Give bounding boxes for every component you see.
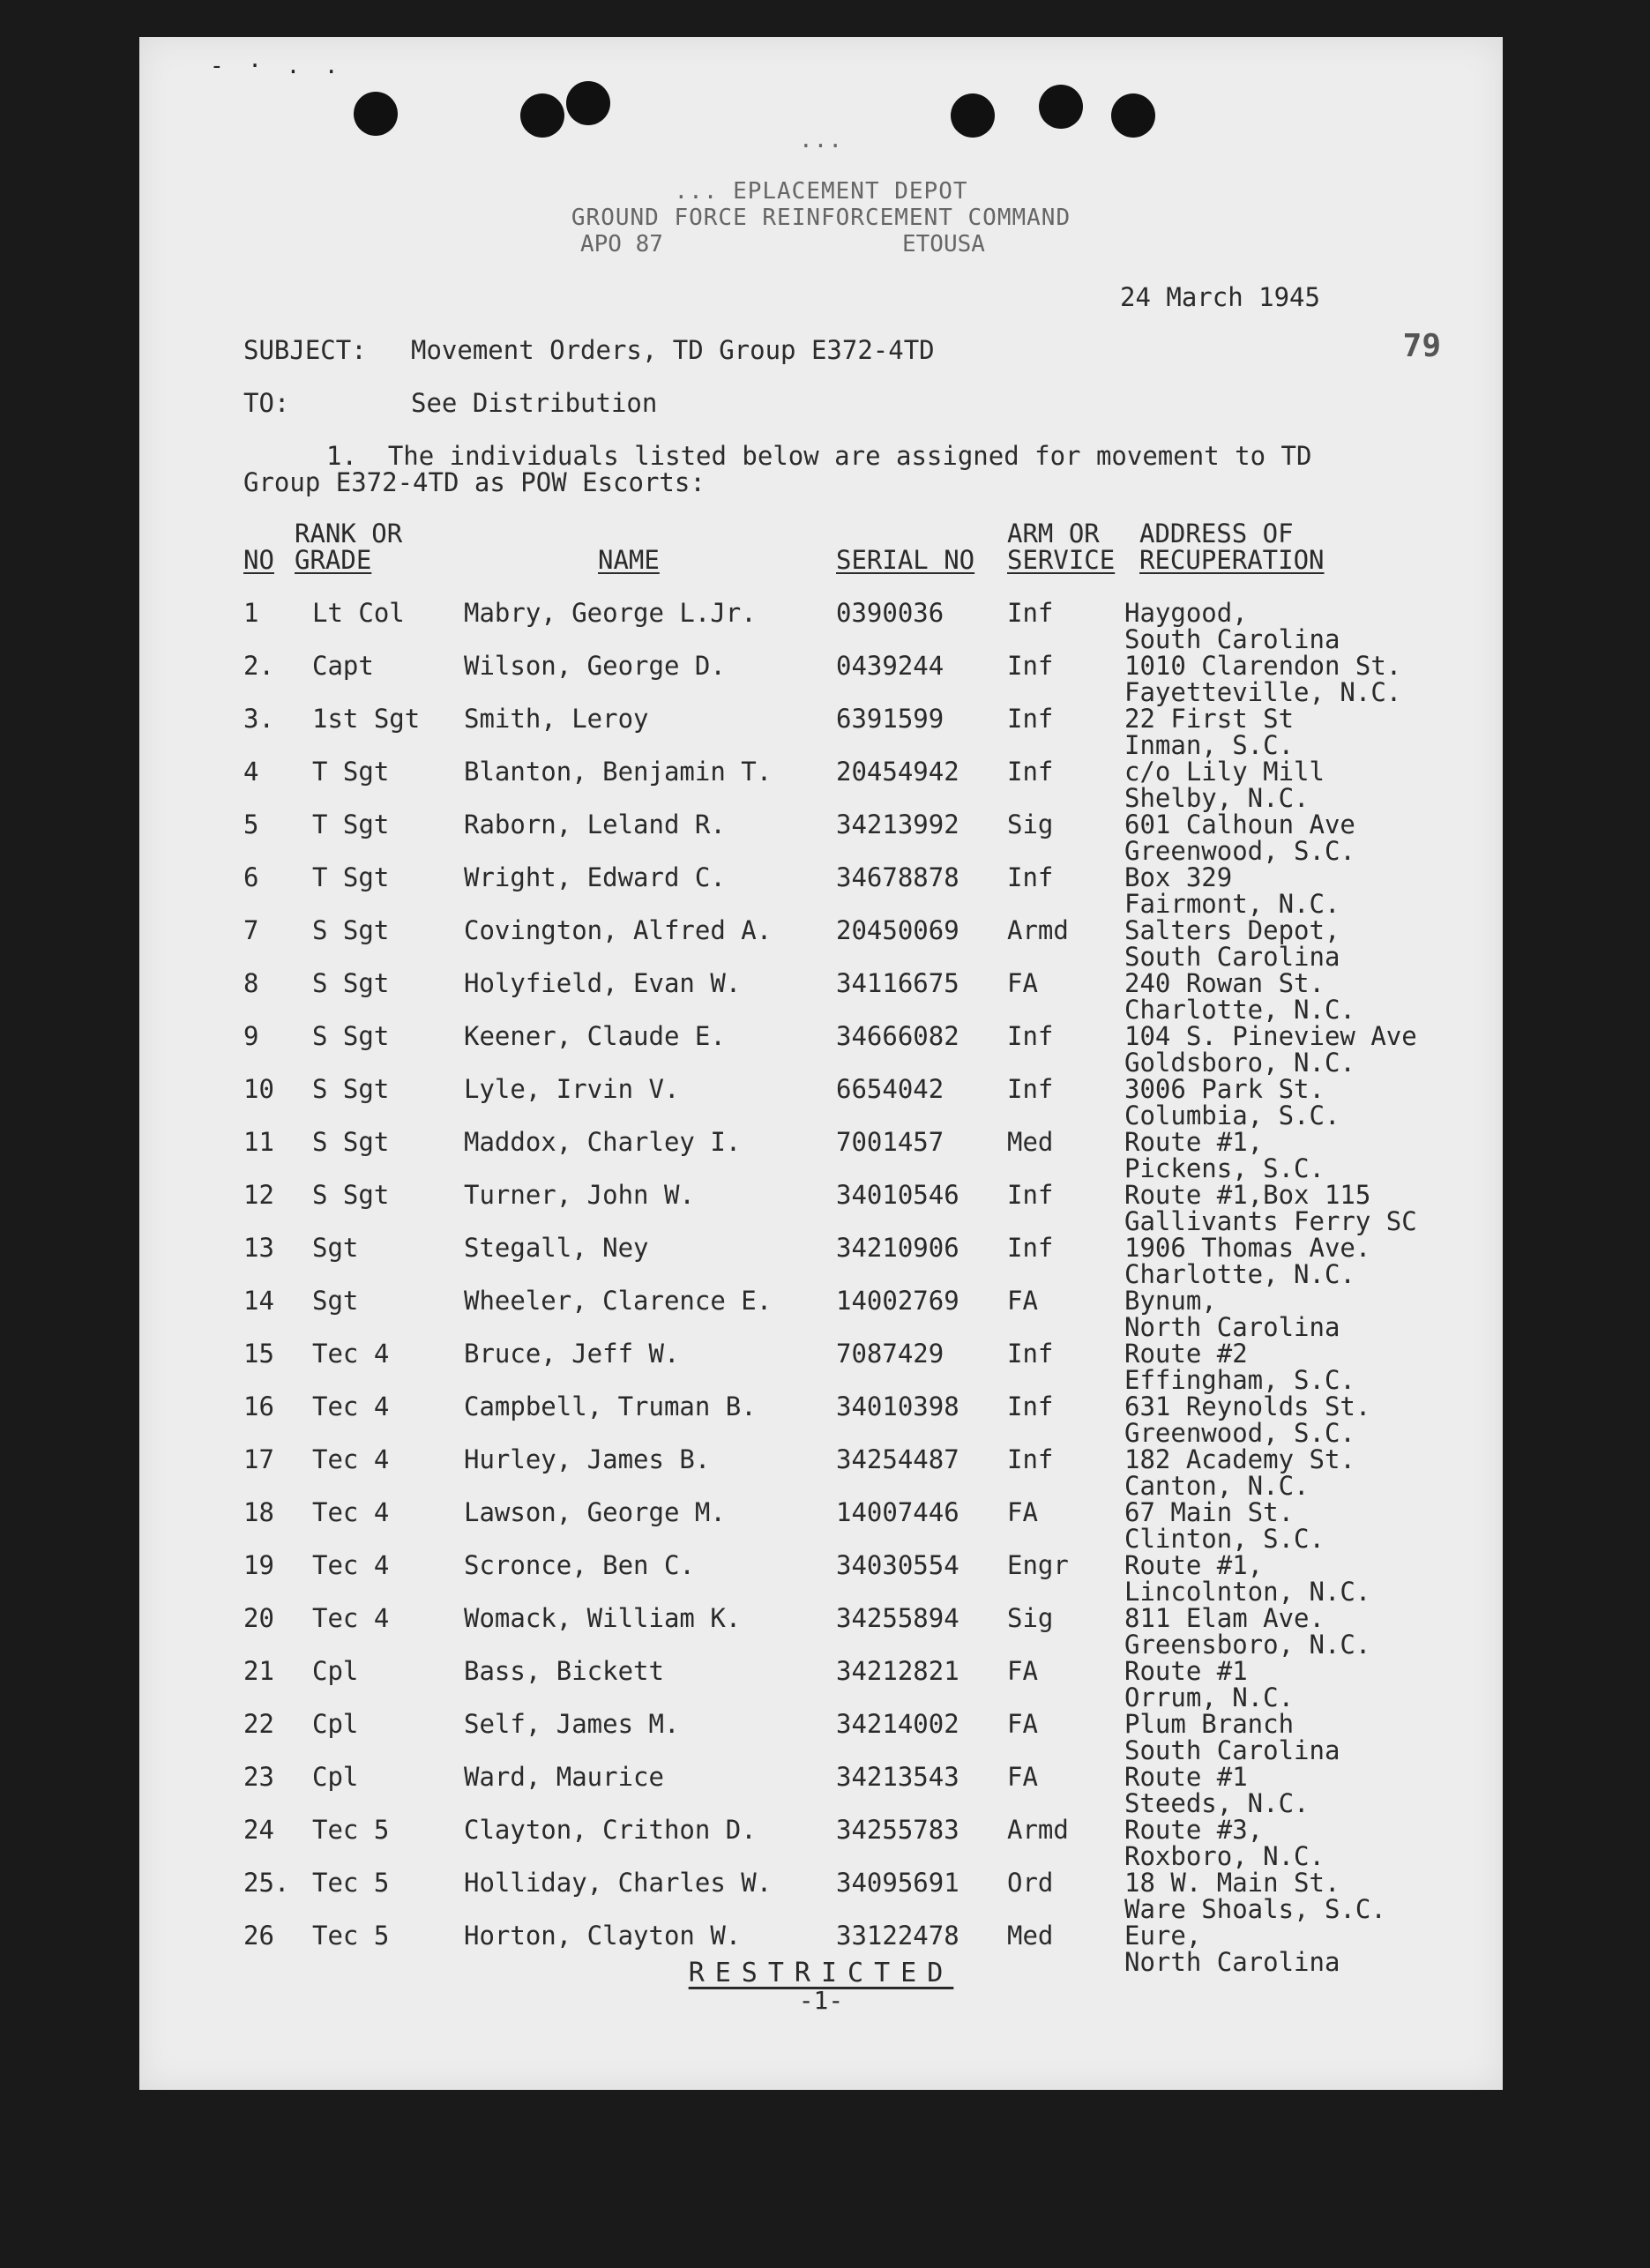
row-serial: 6654042 xyxy=(836,1074,944,1104)
row-arm: Inf xyxy=(1007,1180,1054,1210)
row-number: 24 xyxy=(243,1815,274,1845)
row-address-line-1: Salters Depot, xyxy=(1124,915,1340,945)
row-serial: 6391599 xyxy=(836,704,944,734)
row-address-line-2: Fairmont, N.C. xyxy=(1124,889,1340,919)
table-row xyxy=(139,1552,1503,1605)
row-address-line-1: Box 329 xyxy=(1124,862,1233,892)
row-name: Turner, John W. xyxy=(464,1180,695,1210)
row-address-line-1: 104 S. Pineview Ave xyxy=(1124,1021,1417,1051)
row-number: 3. xyxy=(243,704,274,734)
restricted-footer: RESTRICTED xyxy=(688,1958,954,1988)
row-name: Lawson, George M. xyxy=(464,1497,726,1527)
row-address-line-1: 811 Elam Ave. xyxy=(1124,1603,1325,1633)
row-address-line-1: 182 Academy St. xyxy=(1124,1444,1355,1474)
table-row xyxy=(139,970,1503,1023)
row-address-line-1: Route #3, xyxy=(1124,1815,1264,1845)
row-name: Mabry, George L.Jr. xyxy=(464,598,757,628)
row-number: 8 xyxy=(243,968,259,998)
column-arm-line-2: SERVICE xyxy=(1007,545,1116,575)
row-arm: Inf xyxy=(1007,1074,1054,1104)
row-number: 5 xyxy=(243,809,259,839)
row-number: 14 xyxy=(243,1286,274,1316)
row-name: Wheeler, Clarence E. xyxy=(464,1286,773,1316)
row-address-line-2: Effingham, S.C. xyxy=(1124,1365,1355,1395)
row-serial: 34210906 xyxy=(836,1233,959,1263)
row-arm: Med xyxy=(1007,1127,1054,1157)
table-row xyxy=(139,1711,1503,1764)
column-address-line-1: ADDRESS OF xyxy=(1139,519,1294,548)
row-number: 1 xyxy=(243,598,259,628)
row-address-line-2: Lincolnton, N.C. xyxy=(1124,1577,1371,1607)
row-serial: 34010546 xyxy=(836,1180,959,1210)
punch-hole-icon xyxy=(566,81,610,125)
row-arm: Inf xyxy=(1007,862,1054,892)
row-address-line-2: Greenwood, S.C. xyxy=(1124,836,1355,866)
row-number: 16 xyxy=(243,1391,274,1421)
row-arm: Inf xyxy=(1007,1444,1054,1474)
table-row xyxy=(139,758,1503,811)
row-address-line-2: Charlotte, N.C. xyxy=(1124,995,1355,1025)
row-arm: Inf xyxy=(1007,704,1054,734)
row-address-line-2: South Carolina xyxy=(1124,942,1340,972)
header-line-2: GROUND FORCE REINFORCEMENT COMMAND xyxy=(571,205,1071,231)
row-number: 19 xyxy=(243,1550,274,1580)
punch-hole-icon xyxy=(1039,85,1083,129)
row-number: 6 xyxy=(243,862,259,892)
row-serial: 34212821 xyxy=(836,1656,959,1686)
row-arm: FA xyxy=(1007,968,1038,998)
to-label: TO: xyxy=(243,388,290,418)
table-row xyxy=(139,1658,1503,1711)
row-arm: FA xyxy=(1007,1656,1038,1686)
row-rank: Tec 5 xyxy=(312,1921,390,1951)
row-address-line-2: Shelby, N.C. xyxy=(1124,783,1310,813)
row-rank: Cpl xyxy=(312,1656,359,1686)
row-number: 10 xyxy=(243,1074,274,1104)
table-row xyxy=(139,811,1503,864)
row-arm: Inf xyxy=(1007,1021,1054,1051)
header-apo: APO 87 xyxy=(580,231,663,257)
row-name: Blanton, Benjamin T. xyxy=(464,757,773,787)
row-address-line-1: 22 First St xyxy=(1124,704,1295,734)
row-arm: Sig xyxy=(1007,1603,1054,1633)
row-arm: Inf xyxy=(1007,598,1054,628)
row-address-line-2: Canton, N.C. xyxy=(1124,1471,1310,1501)
row-name: Smith, Leroy xyxy=(464,704,649,734)
row-name: Campbell, Truman B. xyxy=(464,1391,757,1421)
page-mark: 79 xyxy=(1402,328,1441,364)
row-address-line-2: Pickens, S.C. xyxy=(1124,1153,1325,1183)
row-address-line-2: Charlotte, N.C. xyxy=(1124,1259,1355,1289)
table-row xyxy=(139,917,1503,970)
table-row xyxy=(139,1287,1503,1340)
row-address-line-1: 240 Rowan St. xyxy=(1124,968,1325,998)
row-address-line-1: 67 Main St. xyxy=(1124,1497,1295,1527)
row-address-line-2: Steeds, N.C. xyxy=(1124,1788,1310,1818)
row-address-line-1: Bynum, xyxy=(1124,1286,1217,1316)
row-number: 12 xyxy=(243,1180,274,1210)
row-serial: 34095691 xyxy=(836,1868,959,1898)
row-address-line-1: 18 W. Main St. xyxy=(1124,1868,1340,1898)
row-arm: Inf xyxy=(1007,1233,1054,1263)
row-rank: Tec 4 xyxy=(312,1550,390,1580)
row-arm: FA xyxy=(1007,1286,1038,1316)
row-address-line-1: 3006 Park St. xyxy=(1124,1074,1325,1104)
row-name: Covington, Alfred A. xyxy=(464,915,773,945)
row-serial: 0439244 xyxy=(836,651,944,681)
row-rank: Tec 4 xyxy=(312,1497,390,1527)
row-serial: 0390036 xyxy=(836,598,944,628)
row-rank: Tec 4 xyxy=(312,1339,390,1369)
row-arm: Armd xyxy=(1007,915,1069,945)
row-serial: 34213992 xyxy=(836,809,959,839)
row-arm: FA xyxy=(1007,1709,1038,1739)
ink-specks: - · . . xyxy=(210,53,344,79)
row-rank: 1st Sgt xyxy=(312,704,421,734)
header-line-1: ... EPLACEMENT DEPOT xyxy=(674,178,968,205)
row-address-line-1: Route #2 xyxy=(1124,1339,1248,1369)
row-rank: S Sgt xyxy=(312,1127,390,1157)
row-number: 13 xyxy=(243,1233,274,1263)
header-etousa: ETOUSA xyxy=(902,231,985,257)
row-name: Stegall, Ney xyxy=(464,1233,649,1263)
table-row xyxy=(139,1340,1503,1393)
row-address-line-2: Goldsboro, N.C. xyxy=(1124,1048,1355,1078)
row-arm: FA xyxy=(1007,1497,1038,1527)
row-serial: 34030554 xyxy=(836,1550,959,1580)
row-rank: T Sgt xyxy=(312,809,390,839)
subject-label: SUBJECT: xyxy=(243,335,367,365)
row-serial: 34255783 xyxy=(836,1815,959,1845)
row-rank: Cpl xyxy=(312,1762,359,1792)
row-address-line-2: Ware Shoals, S.C. xyxy=(1124,1894,1386,1924)
row-address-line-1: 1010 Clarendon St. xyxy=(1124,651,1402,681)
column-no: NO xyxy=(243,545,274,575)
table-row xyxy=(139,1393,1503,1446)
table-row xyxy=(139,705,1503,758)
row-name: Wilson, George D. xyxy=(464,651,726,681)
row-number: 18 xyxy=(243,1497,274,1527)
row-number: 9 xyxy=(243,1021,259,1051)
row-serial: 34214002 xyxy=(836,1709,959,1739)
row-rank: Tec 4 xyxy=(312,1444,390,1474)
row-rank: S Sgt xyxy=(312,1180,390,1210)
row-number: 25. xyxy=(243,1868,290,1898)
row-number: 26 xyxy=(243,1921,274,1951)
row-rank: Tec 5 xyxy=(312,1815,390,1845)
row-number: 21 xyxy=(243,1656,274,1686)
row-name: Horton, Clayton W. xyxy=(464,1921,742,1951)
row-address-line-1: Route #1, xyxy=(1124,1550,1264,1580)
row-address-line-1: c/o Lily Mill xyxy=(1124,757,1325,787)
classification-top: ... xyxy=(799,127,843,153)
table-row xyxy=(139,600,1503,653)
row-address-line-1: 631 Reynolds St. xyxy=(1124,1391,1371,1421)
row-arm: Med xyxy=(1007,1921,1054,1951)
row-name: Raborn, Leland R. xyxy=(464,809,726,839)
row-arm: Sig xyxy=(1007,809,1054,839)
row-number: 22 xyxy=(243,1709,274,1739)
row-rank: T Sgt xyxy=(312,757,390,787)
row-name: Holyfield, Evan W. xyxy=(464,968,742,998)
row-name: Womack, William K. xyxy=(464,1603,742,1633)
row-rank: Capt xyxy=(312,651,374,681)
table-row xyxy=(139,1076,1503,1129)
table-row xyxy=(139,864,1503,917)
subject-text: Movement Orders, TD Group E372-4TD xyxy=(411,335,935,365)
row-address-line-2: Gallivants Ferry SC xyxy=(1124,1206,1417,1236)
row-address-line-1: 601 Calhoun Ave xyxy=(1124,809,1355,839)
column-rank-line-2: GRADE xyxy=(295,545,372,575)
row-address-line-1: 1906 Thomas Ave. xyxy=(1124,1233,1371,1263)
row-name: Holliday, Charles W. xyxy=(464,1868,773,1898)
row-address-line-2: Clinton, S.C. xyxy=(1124,1524,1325,1554)
row-rank: Tec 5 xyxy=(312,1868,390,1898)
row-serial: 34010398 xyxy=(836,1391,959,1421)
row-rank: S Sgt xyxy=(312,1021,390,1051)
row-arm: Engr xyxy=(1007,1550,1069,1580)
row-address-line-1: Haygood, xyxy=(1124,598,1248,628)
row-name: Lyle, Irvin V. xyxy=(464,1074,680,1104)
row-rank: S Sgt xyxy=(312,968,390,998)
row-address-line-2: Greenwood, S.C. xyxy=(1124,1418,1355,1448)
row-address-line-2: Fayetteville, N.C. xyxy=(1124,677,1402,707)
row-number: 4 xyxy=(243,757,259,787)
table-row xyxy=(139,1499,1503,1552)
row-name: Self, James M. xyxy=(464,1709,680,1739)
row-number: 11 xyxy=(243,1127,274,1157)
row-serial: 7087429 xyxy=(836,1339,944,1369)
row-arm: Ord xyxy=(1007,1868,1054,1898)
row-arm: Inf xyxy=(1007,757,1054,787)
row-address-line-2: Columbia, S.C. xyxy=(1124,1100,1340,1130)
table-row xyxy=(139,1764,1503,1817)
document-page xyxy=(139,37,1503,2090)
row-serial: 34213543 xyxy=(836,1762,959,1792)
row-name: Bass, Bickett xyxy=(464,1656,664,1686)
row-number: 7 xyxy=(243,915,259,945)
paragraph-1-line-2: Group E372-4TD as POW Escorts: xyxy=(243,467,706,497)
row-serial: 34116675 xyxy=(836,968,959,998)
page-number: -1- xyxy=(798,1986,844,2015)
table-row xyxy=(139,1869,1503,1922)
row-address-line-2: South Carolina xyxy=(1124,624,1340,654)
row-serial: 14002769 xyxy=(836,1286,959,1316)
row-rank: T Sgt xyxy=(312,862,390,892)
row-address-line-2: Greensboro, N.C. xyxy=(1124,1630,1371,1660)
row-rank: Tec 4 xyxy=(312,1391,390,1421)
row-serial: 34254487 xyxy=(836,1444,959,1474)
table-row xyxy=(139,1129,1503,1182)
row-name: Hurley, James B. xyxy=(464,1444,711,1474)
row-number: 23 xyxy=(243,1762,274,1792)
table-row xyxy=(139,1605,1503,1658)
row-arm: FA xyxy=(1007,1762,1038,1792)
row-serial: 34666082 xyxy=(836,1021,959,1051)
table-row xyxy=(139,1182,1503,1235)
row-arm: Inf xyxy=(1007,1339,1054,1369)
row-arm: Inf xyxy=(1007,651,1054,681)
row-name: Ward, Maurice xyxy=(464,1762,664,1792)
row-rank: Lt Col xyxy=(312,598,405,628)
table-row xyxy=(139,1023,1503,1076)
row-serial: 7001457 xyxy=(836,1127,944,1157)
row-serial: 33122478 xyxy=(836,1921,959,1951)
column-arm-line-1: ARM OR xyxy=(1007,519,1100,548)
document-date: 24 March 1945 xyxy=(1120,282,1320,312)
row-address-line-1: Route #1 xyxy=(1124,1656,1248,1686)
row-address-line-1: Eure, xyxy=(1124,1921,1202,1951)
row-number: 2. xyxy=(243,651,274,681)
paragraph-1-line-1: 1. The individuals listed below are assigned for movement to TD xyxy=(326,441,1312,471)
row-name: Wright, Edward C. xyxy=(464,862,726,892)
row-arm: Armd xyxy=(1007,1815,1069,1845)
row-arm: Inf xyxy=(1007,1391,1054,1421)
row-name: Scronce, Ben C. xyxy=(464,1550,695,1580)
table-row xyxy=(139,653,1503,705)
row-number: 17 xyxy=(243,1444,274,1474)
row-address-line-2: Roxboro, N.C. xyxy=(1124,1841,1325,1871)
row-address-line-1: Route #1,Box 115 xyxy=(1124,1180,1371,1210)
column-serial: SERIAL NO xyxy=(836,545,975,575)
row-number: 20 xyxy=(243,1603,274,1633)
row-serial: 34255894 xyxy=(836,1603,959,1633)
row-rank: S Sgt xyxy=(312,1074,390,1104)
column-rank-line-1: RANK OR xyxy=(295,519,403,548)
table-row xyxy=(139,1817,1503,1869)
row-name: Keener, Claude E. xyxy=(464,1021,726,1051)
row-name: Bruce, Jeff W. xyxy=(464,1339,680,1369)
row-rank: Sgt xyxy=(312,1233,359,1263)
row-serial: 20450069 xyxy=(836,915,959,945)
row-name: Maddox, Charley I. xyxy=(464,1127,742,1157)
row-rank: S Sgt xyxy=(312,915,390,945)
row-name: Clayton, Crithon D. xyxy=(464,1815,757,1845)
to-text: See Distribution xyxy=(411,388,658,418)
row-rank: Cpl xyxy=(312,1709,359,1739)
row-address-line-2: North Carolina xyxy=(1124,1947,1340,1977)
row-address-line-2: South Carolina xyxy=(1124,1735,1340,1765)
row-serial: 34678878 xyxy=(836,862,959,892)
table-row xyxy=(139,1235,1503,1287)
row-serial: 14007446 xyxy=(836,1497,959,1527)
row-address-line-1: Route #1, xyxy=(1124,1127,1264,1157)
row-number: 15 xyxy=(243,1339,274,1369)
table-row xyxy=(139,1446,1503,1499)
column-name: NAME xyxy=(598,545,660,575)
row-address-line-2: Orrum, N.C. xyxy=(1124,1682,1295,1712)
row-address-line-1: Route #1 xyxy=(1124,1762,1248,1792)
row-rank: Tec 4 xyxy=(312,1603,390,1633)
row-address-line-2: Inman, S.C. xyxy=(1124,730,1295,760)
row-address-line-1: Plum Branch xyxy=(1124,1709,1295,1739)
row-serial: 20454942 xyxy=(836,757,959,787)
row-rank: Sgt xyxy=(312,1286,359,1316)
column-address-line-2: RECUPERATION xyxy=(1139,545,1325,575)
row-address-line-2: North Carolina xyxy=(1124,1312,1340,1342)
